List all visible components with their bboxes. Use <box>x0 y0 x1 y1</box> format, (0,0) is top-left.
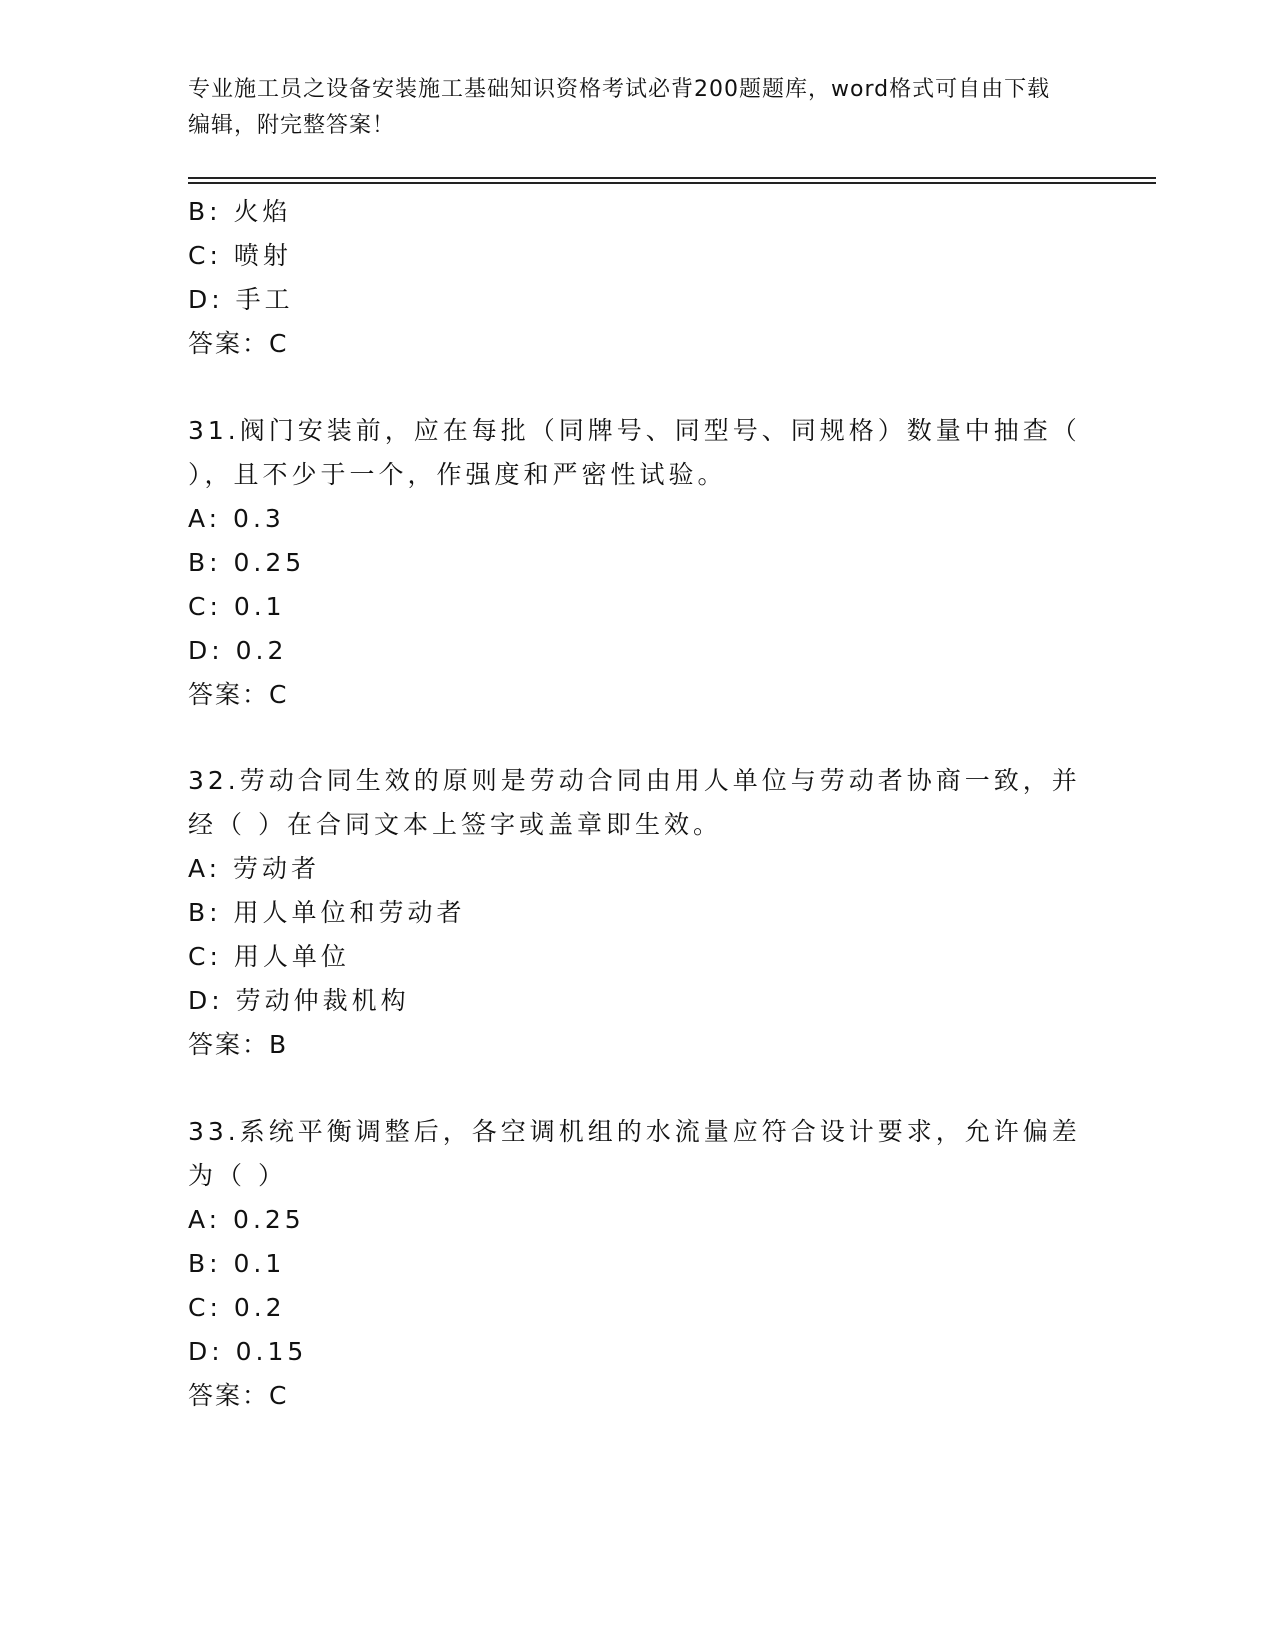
option-b: B: 0.25 <box>188 548 306 577</box>
question-stem: 为（ ） <box>188 1161 287 1190</box>
option-b: B: 用人单位和劳动者 <box>188 898 466 927</box>
answer: 答案：C <box>188 680 289 709</box>
option-a: A: 0.3 <box>188 504 285 533</box>
option-a: A: 0.25 <box>188 1205 305 1234</box>
option-d: D: 手工 <box>188 285 294 314</box>
option-a: A: 劳动者 <box>188 854 321 883</box>
option-c: C: 喷射 <box>188 241 292 270</box>
option-b: B: 火焰 <box>188 197 292 226</box>
question-stem: 经（ ）在合同文本上签字或盖章即生效。 <box>188 810 722 839</box>
answer: 答案：C <box>188 1381 289 1410</box>
option-d: D: 0.2 <box>188 636 288 665</box>
option-d: D: 0.15 <box>188 1337 308 1366</box>
option-c: C: 用人单位 <box>188 942 350 971</box>
header-rule-top <box>188 177 1156 179</box>
answer: 答案：C <box>188 329 289 358</box>
option-c: C: 0.2 <box>188 1293 286 1322</box>
question-stem: 33.系统平衡调整后，各空调机组的水流量应符合设计要求，允许偏差 <box>188 1117 1081 1146</box>
document-header: 专业施工员之设备安装施工基础知识资格考试必背200题题库，word格式可自由下载编辑，附完整答案！ <box>188 77 1051 138</box>
header-rule-bottom <box>188 182 1156 184</box>
option-d: D: 劳动仲裁机构 <box>188 986 410 1015</box>
option-c: C: 0.1 <box>188 592 286 621</box>
question-stem: 32.劳动合同生效的原则是劳动合同由用人单位与劳动者协商一致，并 <box>188 766 1081 795</box>
question-stem: 31.阀门安装前，应在每批（同牌号、同型号、同规格）数量中抽查（ <box>188 416 1081 445</box>
option-b: B: 0.1 <box>188 1249 286 1278</box>
question-stem: ），且不少于一个，作强度和严密性试验。 <box>188 460 727 489</box>
answer: 答案：B <box>188 1030 289 1059</box>
